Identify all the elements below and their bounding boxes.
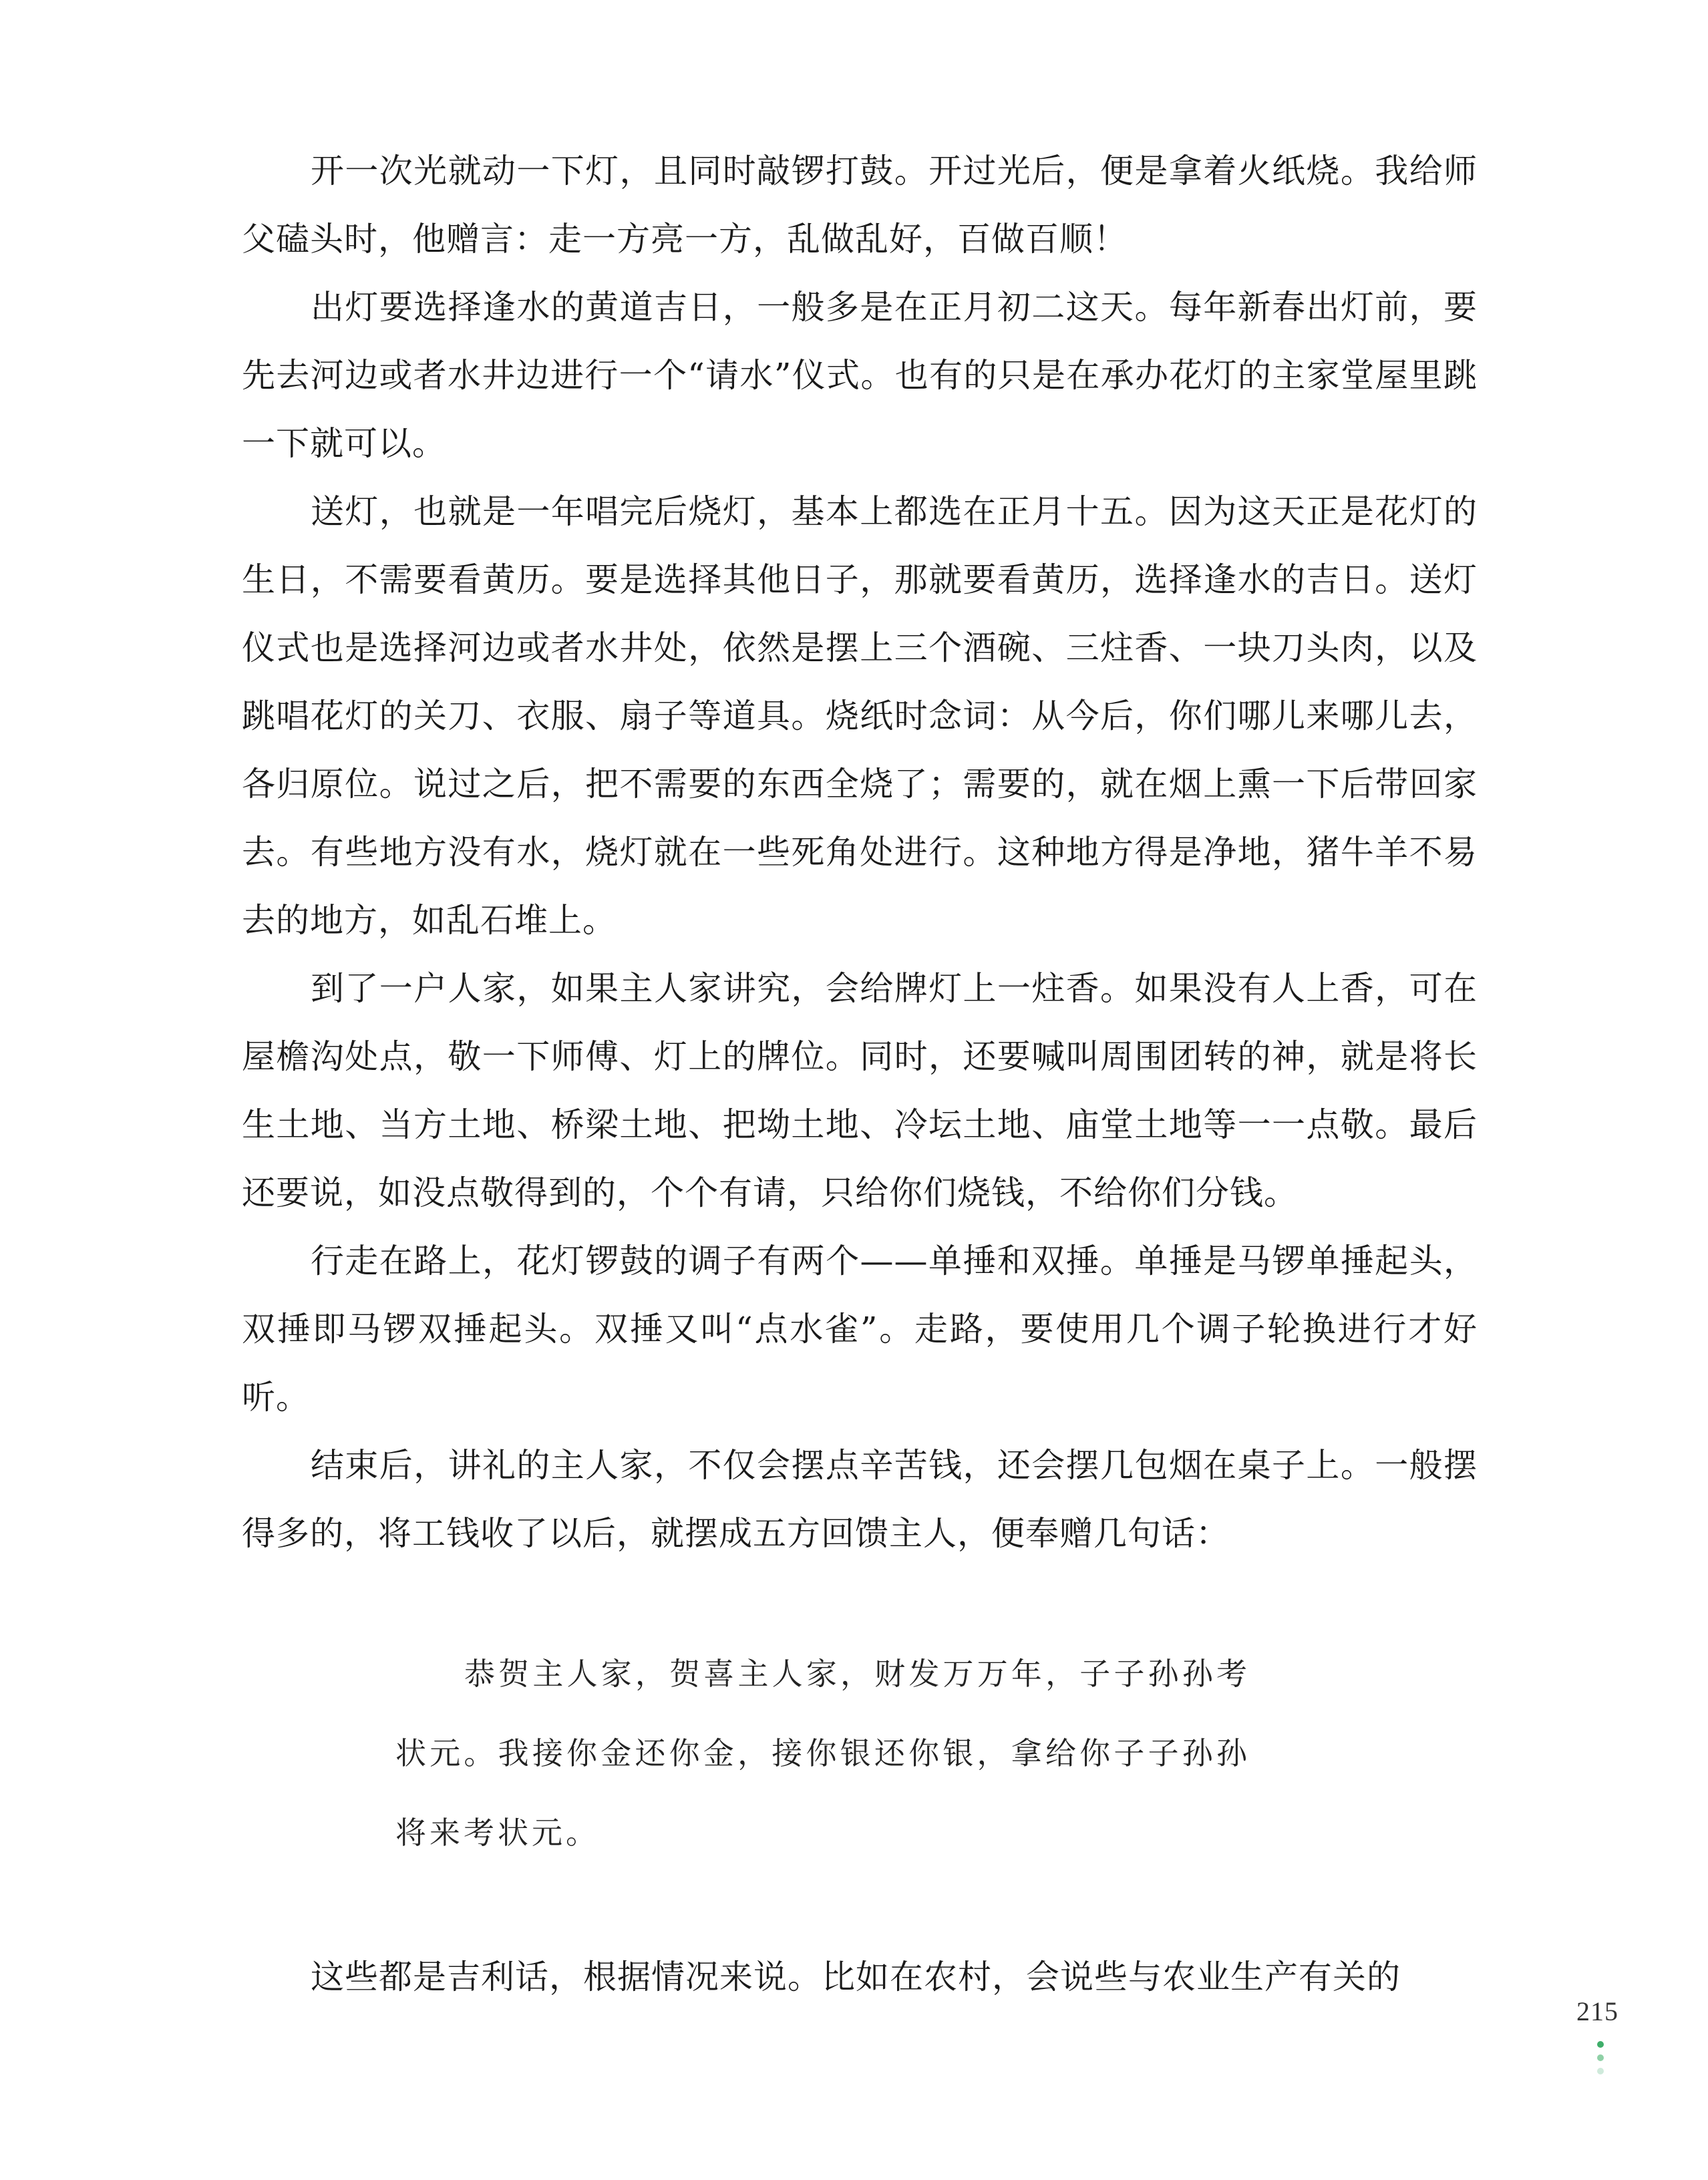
paragraph-4: 到了一户人家，如果主人家讲究，会给牌灯上一炷香。如果没有人上香，可在屋檐沟处点，敬一下师傅、灯上的牌位。同时，还要喊叫周围团转的神，就是将长生土地、当方土地、桥梁土地、把坳土地、冷坛土地、庙堂土地等一一点敬。最后还要说，如没点敬得到的，个个有请，只给你们烧钱，不给你们分钱。 [242,969,1478,1212]
page-dots-decoration [1596,2041,1605,2081]
dot-icon [1597,2054,1604,2061]
dot-icon [1597,2041,1604,2048]
paragraph-3: 送灯，也就是一年唱完后烧灯，基本上都选在正月十五。因为这天正是花灯的生日，不需要看黄历。要是选择其他日子，那就要看黄历，选择逢水的吉日。送灯仪式也是选择河边或者水井处，依然是摆上三个酒碗、三炷香、一块刀头肉，以及跳唱花灯的关刀、衣服、扇子等道具。烧纸时念词：从今后，你们哪儿来哪儿去，各归原位。说过之后，把不需要的东西全烧了；需要的，就在烟上熏一下后带回家去。有些地方没有水，烧灯就在一些死角处进行。这种地方得是净地，猪牛羊不易去的地方，如乱石堆上。 [242,492,1478,940]
body-text [242,137,1478,2011]
page-number: 215 [1576,1996,1618,2026]
paragraph-5: 行走在路上，花灯锣鼓的调子有两个——单捶和双捶。单捶是马锣单捶起头，双捶即马锣双捶起头。双捶又叫“点水雀”。走路，要使用几个调子轮换进行才好听。 [242,1242,1478,1417]
dot-icon [1597,2068,1604,2074]
closing-paragraph: 这些都是吉利话，根据情况来说。比如在农村，会说些与农业生产有关的 [311,1958,1401,1996]
paragraph-6: 结束后，讲礼的主人家，不仅会摆点辛苦钱，还会摆几包烟在桌子上。一般摆得多的，将工钱收了以后，就摆成五方回馈主人，便奉赠几句话： [242,1446,1478,1553]
blessing-quote [242,1634,1250,1873]
paragraph-2: 出灯要选择逢水的黄道吉日，一般多是在正月初二这天。每年新春出灯前，要先去河边或者水井边进行一个“请水”仪式。也有的只是在承办花灯的主家堂屋里跳一下就可以。 [242,288,1478,463]
paragraph-1: 开一次光就动一下灯，且同时敲锣打鼓。开过光后，便是拿着火纸烧。我给师父磕头时，他赠言：走一方亮一方，乱做乱好，百做百顺！ [242,152,1478,258]
blessing-quote-text: 恭贺主人家，贺喜主人家，财发万万年，子子孙孙考状元。我接你金还你金，接你银还你银，拿给你子子孙孙将来考状元。 [395,1656,1250,1851]
